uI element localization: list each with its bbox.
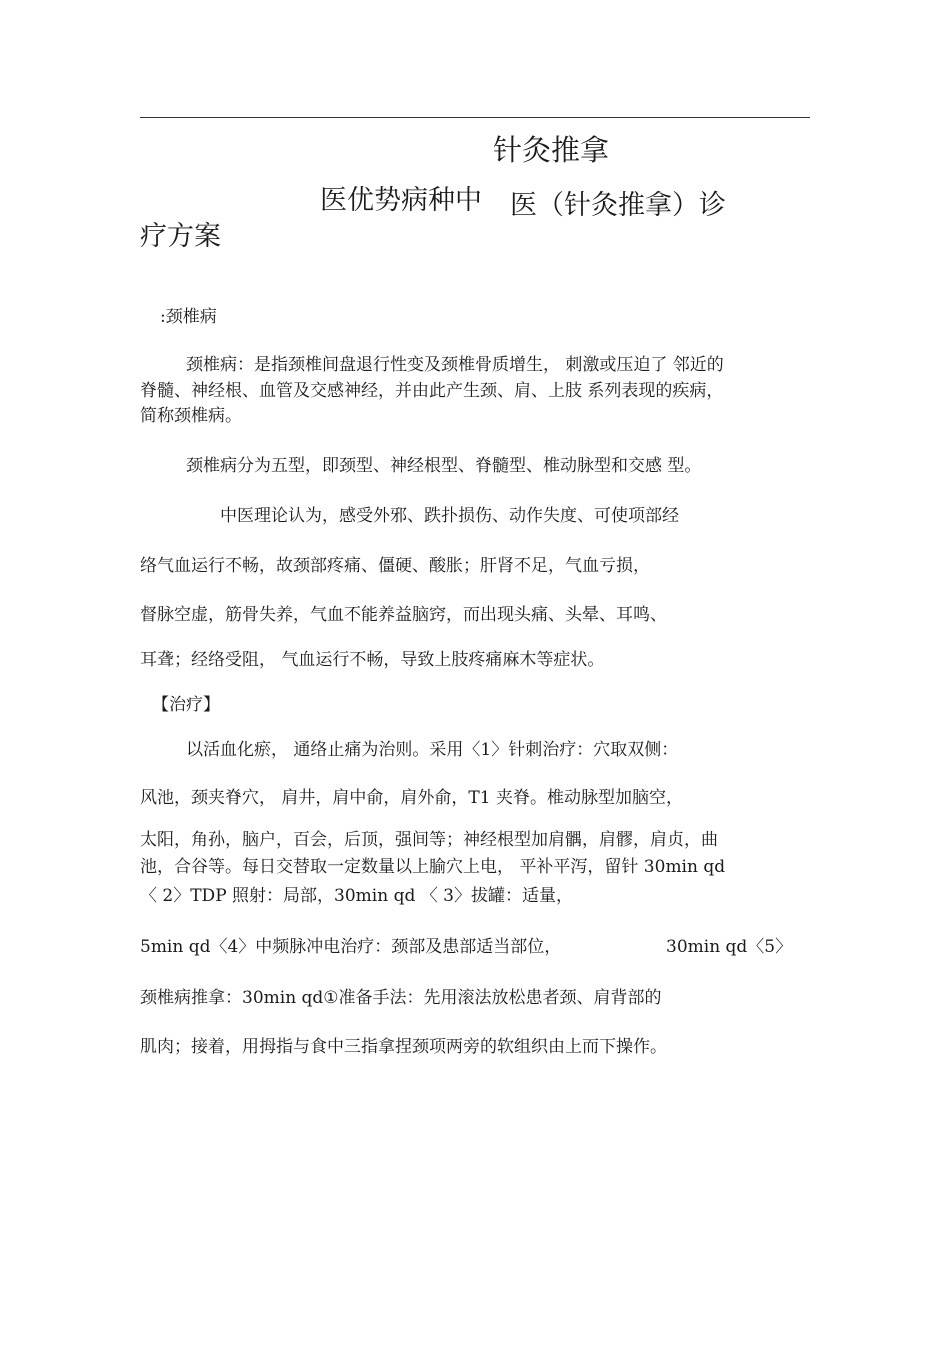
treatment-line-8: 肌肉；接着，用拇指与食中三指拿捏颈项两旁的软组织由上而下操作。 (140, 1037, 667, 1057)
treatment-line-2: 风池，颈夹脊穴， 肩井，肩中俞，肩外俞，T1 夹脊。椎动脉型加脑空， (140, 788, 683, 808)
title-line-2a: 医优势病种中 (320, 185, 482, 216)
treatment-heading: 【治疗】 (152, 695, 220, 715)
theory-line-2: 络气血运行不畅，故颈部疼痛、僵硬、酸胀；肝肾不足，气血亏损， (140, 556, 650, 576)
definition-line-2: 脊髓、神经根、血管及交感神经，并由此产生颈、肩、上肢 系列表现的疾病， (140, 381, 724, 401)
treatment-line-5: 〈 2〉TDP 照射：局部，30min qd 〈 3〉拔罐：适量， (140, 886, 573, 906)
treatment-line-7: 颈椎病推拿：30min qd①准备手法：先用滚法放松患者颈、肩背部的 (140, 988, 662, 1008)
treatment-line-6b: 30min qd〈5〉 (666, 937, 793, 957)
treatment-line-3: 太阳，角孙，脑户，百会，后顶，强间等；神经根型加肩髃，肩髎，肩贞，曲 (140, 830, 718, 850)
definition-line-1: 颈椎病：是指颈椎间盘退行性变及颈椎骨质增生， 刺激或压迫了 邻近的 (186, 355, 724, 375)
theory-line-3: 督脉空虚，筋骨失养，气血不能养益脑窍，而出现头痛、头晕、耳鸣、 (140, 605, 667, 625)
title-line-2b: 医（针灸推拿）诊 (510, 190, 726, 221)
types-paragraph: 颈椎病分为五型，即颈型、神经根型、脊髓型、椎动脉型和交感 型。 (186, 456, 702, 476)
section-heading: :颈椎病 (160, 307, 217, 327)
treatment-line-1: 以活血化瘀， 通络止痛为治则。采用〈1〉针刺治疗：穴取双侧： (186, 740, 679, 760)
treatment-line-6a: 5min qd〈4〉中频脉冲电治疗：颈部及患部适当部位， (140, 937, 562, 957)
theory-line-4: 耳聋；经络受阻， 气血运行不畅，导致上肢疼痛麻木等症状。 (140, 650, 605, 670)
title-line-3: 疗方案 (140, 221, 221, 252)
header-rule (140, 117, 810, 118)
definition-line-3: 简称颈椎病。 (140, 406, 242, 426)
treatment-line-4: 池，合谷等。每日交替取一定数量以上腧穴上电， 平补平泻，留针 30min qd (140, 857, 726, 877)
title-line-1: 针灸推拿 (493, 133, 610, 167)
theory-line-1: 中医理论认为，感受外邪、跌扑损伤、动作失度、可使项部经 (220, 506, 679, 526)
